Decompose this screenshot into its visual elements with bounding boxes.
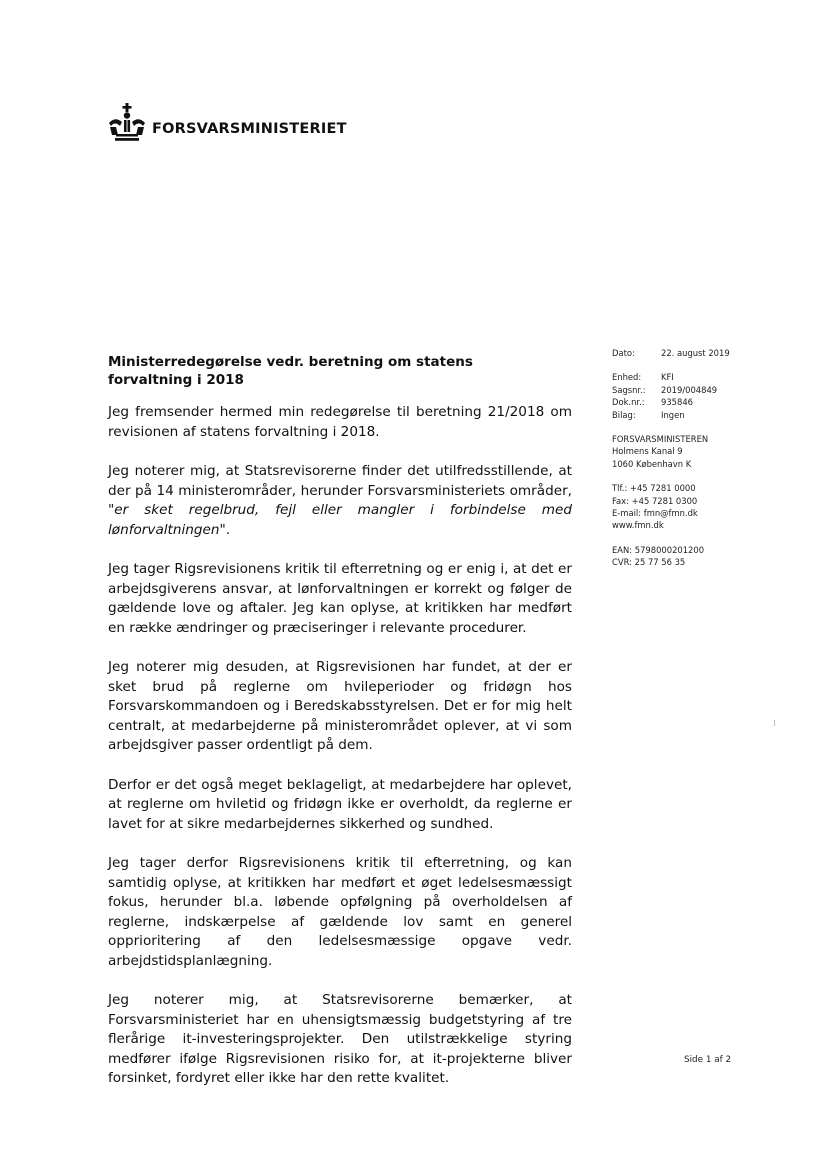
attachment-value: Ingen bbox=[661, 409, 685, 420]
page-number: Side 1 af 2 bbox=[684, 1055, 732, 1065]
paragraph-5: Derfor er det også meget beklageligt, at medarbejdere har oplevet, at reglerne om hviletid og fridøgn ikke er overholdt, da reglerne er lavet for at sikre medarbejdernes sikkerhed og sundhed. bbox=[108, 776, 572, 832]
attachment-label: Bilag: bbox=[612, 409, 636, 420]
date-label: Dato: bbox=[612, 348, 635, 358]
paragraph-2-text: Jeg noterer mig, at Statsrevisorerne finder det utilfredsstillende, at der på 14 ministerområder, herunder Forsvarsministeriets områder, bbox=[108, 463, 572, 499]
unit-value: KFI bbox=[661, 372, 674, 383]
paragraph-2 bbox=[108, 462, 572, 540]
website: www.fmn.dk bbox=[612, 520, 664, 531]
crown-icon bbox=[106, 103, 148, 143]
case-value: 2019/004849 bbox=[661, 384, 718, 395]
paragraph-2-end: . bbox=[225, 521, 231, 538]
phone: Tlf.: +45 7281 0000 bbox=[612, 483, 696, 494]
sender-org: FORSVARSMINISTEREN bbox=[612, 434, 709, 445]
date-row bbox=[612, 347, 730, 359]
doc-row bbox=[612, 396, 730, 408]
unit-label: Enhed: bbox=[612, 372, 642, 383]
paragraph-1: Jeg fremsender hermed min redegørelse til beretning 21/2018 om revisionen af statens forvaltning i 2018. bbox=[108, 404, 572, 440]
sidebar-meta bbox=[612, 347, 730, 569]
paragraph-4: Jeg noterer mig desuden, at Rigsrevisionen har fundet, at der er sket brud på reglerne om hvileperioder og fridøgn hos Forsvarskommandoen og i Beredskabsstyrelsen. Det er for mig helt centralt, at medarbejderne på ministerområdet oplever, at vi som arbejdsgiver passer ordentligt på dem. bbox=[108, 659, 572, 753]
paragraph-6: Jeg tager derfor Rigsrevisionens kritik til efterretning, og kan samtidig oplyse, at kritikken har medført et øget ledelsesmæssigt fokus, herunder bl.a. løbende opfølgning på overholdelsen af reglerne, indskærpelse af gældende lov samt en generel opprioritering af den ledelsesmæssige opgave vedr. arbejdstidsplanlægning. bbox=[108, 855, 572, 969]
paragraph-7: Jeg noterer mig, at Statsrevisorerne bemærker, at Forsvarsministeriet har en uhensigtsmæssig budgetstyring af tre flerårige it-investeringsprojekter. Den utilstrækkelige styring medfører ifølge Rigsrevisionen risiko for, at it-projekterne bliver forsinket, fordyret eller ikke har den rette kvalitet. bbox=[108, 992, 572, 1086]
email: E-mail: fmn@fmn.dk bbox=[612, 508, 698, 519]
letter-title: Ministerredegørelse vedr. beretning om statens forvaltning i 2018 bbox=[108, 354, 473, 388]
case-row bbox=[612, 384, 730, 396]
paragraph-3: Jeg tager Rigsrevisionens kritik til efterretning og er enig i, at det er arbejdsgiverens ansvar, at lønforvaltningen er korrekt og følger de gældende love og aftaler. Jeg kan oplyse, at kritikken har medført en række ændringer og præciseringer i relevante procedurer. bbox=[108, 561, 572, 636]
paragraph-2-quote: "er sket regelbrud, fejl eller mangler i forbindelse med lønforvaltningen" bbox=[108, 502, 572, 538]
doc-value: 935846 bbox=[661, 397, 693, 408]
case-label: Sagsnr.: bbox=[612, 384, 646, 395]
ministry-name: FORSVARSMINISTERIET bbox=[152, 121, 347, 137]
attachment-row bbox=[612, 409, 730, 421]
ean-number: EAN: 5798000201200 bbox=[612, 544, 705, 555]
margin-mark bbox=[774, 720, 775, 726]
doc-label: Dok.nr.: bbox=[612, 397, 645, 408]
sender-street: Holmens Kanal 9 bbox=[612, 446, 683, 457]
sender-city: 1060 København K bbox=[612, 458, 692, 469]
unit-row bbox=[612, 371, 730, 383]
cvr-number: CVR: 25 77 56 35 bbox=[612, 557, 686, 568]
date-value: 22. august 2019 bbox=[661, 348, 730, 358]
fax: Fax: +45 7281 0300 bbox=[612, 495, 698, 506]
letter-body bbox=[108, 403, 572, 1109]
